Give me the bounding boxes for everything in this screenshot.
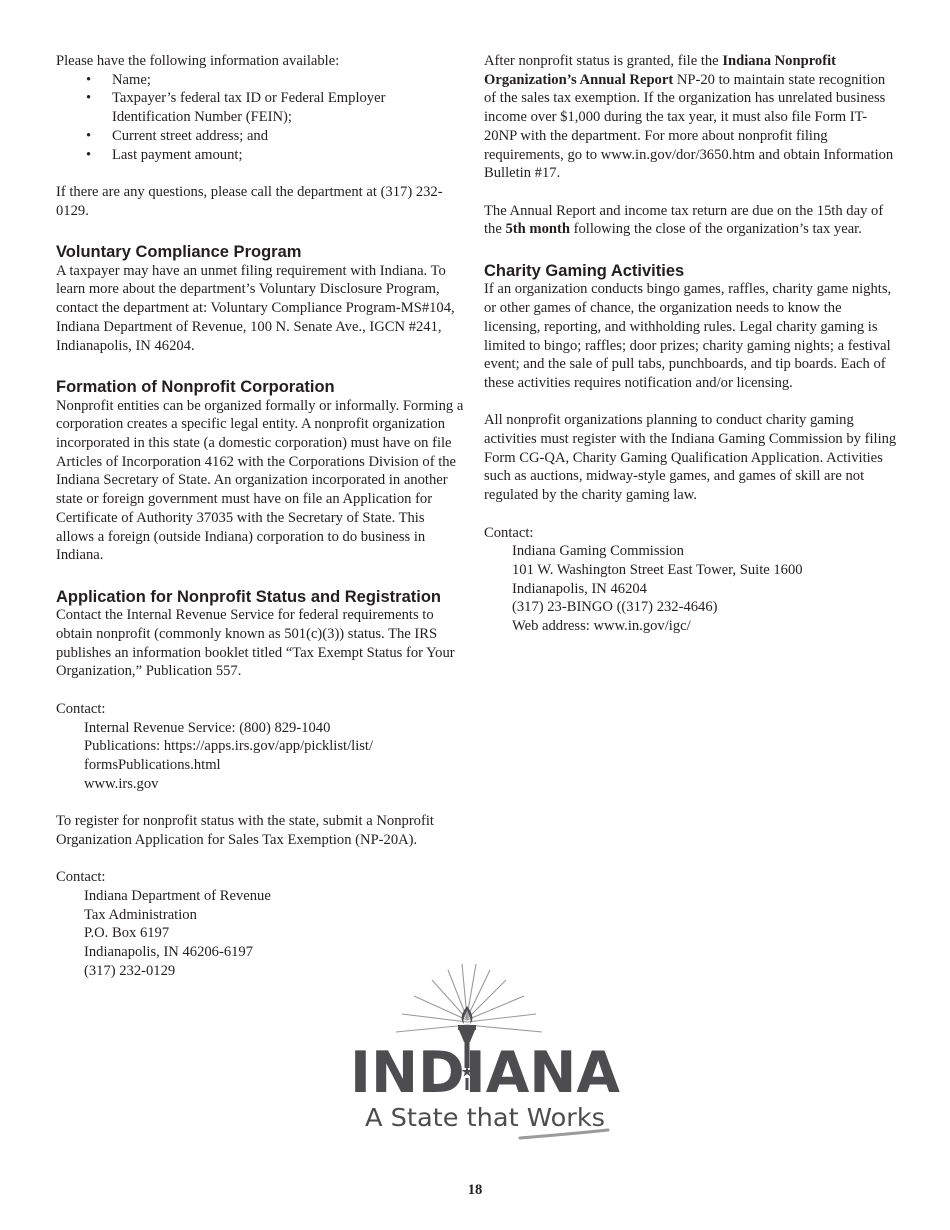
irs-contact-label: Contact: xyxy=(56,700,106,717)
contact-line: Tax Administration xyxy=(84,906,197,923)
gaming-paragraph-2: All nonprofit organizations planning to conduct charity gaming activities must register with the Indiana Gaming Commission by filing Form CG-QA, Charity Gaming Qualification Application. Activities such as auctions, midway-style games, and games of skill are not regulated by the charity gaming law. xyxy=(484,412,897,504)
list-item: • Current street address; and xyxy=(56,127,466,146)
contact-line: Publications: https://apps.irs.gov/app/picklist/list/ xyxy=(84,738,374,755)
logo-tagline: A State that Works xyxy=(365,1103,605,1132)
application-heading: Application for Nonprofit Status and Registration xyxy=(56,587,441,606)
due-month: 5th month xyxy=(505,221,570,238)
list-item: • Name; xyxy=(56,71,466,90)
register-paragraph: To register for nonprofit status with the state, submit a Nonprofit Organization Application for Sales Tax Exemption (NP-20A). xyxy=(56,813,434,848)
contact-line: Indiana Department of Revenue xyxy=(84,887,271,904)
list-item: • Taxpayer’s federal tax ID or Federal Employer Identification Number (FEIN); xyxy=(56,89,466,126)
questions-paragraph: If there are any questions, please call the department at (317) 232-0129. xyxy=(56,183,443,219)
contact-line: Indiana Gaming Commission xyxy=(512,543,684,560)
formation-paragraph: Nonprofit entities can be organized formally or informally. Forming a corporation creates a specific legal entity. A nonprofit organization incorporated in this state (a domestic corporation) must have on file Articles of Incorporation 4162 with the Corporations Division of the Indiana Secretary of State. An organization incorporated in another state or foreign government must have on file an Application for Certificate of Authority 37035 with the Secretary of State. This allows a foreign (outside Indiana) corporation to do business in Indiana. xyxy=(56,397,464,564)
contact-line: Indianapolis, IN 46204 xyxy=(512,580,647,597)
info-list xyxy=(56,71,466,165)
vcp-paragraph: A taxpayer may have an unmet filing requirement with Indiana. To learn more about the department’s Voluntary Disclosure Program, contact the department at: Voluntary Compliance Program-MS#104, Indiana Department of Revenue, 100 N. Senate Ave., IGCN #241, Indianapolis, IN 46204. xyxy=(56,262,455,354)
contact-line: Indianapolis, IN 46206-6197 xyxy=(84,943,254,960)
formation-heading: Formation of Nonprofit Corporation xyxy=(56,377,335,396)
irs-contact-block xyxy=(56,719,466,794)
dor-contact-label: Contact: xyxy=(56,869,106,886)
gaming-contact-block xyxy=(484,542,899,636)
contact-line: Internal Revenue Service: (800) 829-1040 xyxy=(84,719,331,736)
sunburst-icon xyxy=(396,964,542,1032)
list-item: • Last payment amount; xyxy=(56,146,466,165)
contact-line: www.irs.gov xyxy=(84,775,159,792)
contact-line: P.O. Box 6197 xyxy=(84,925,170,942)
gaming-paragraph-1: If an organization conducts bingo games, raffles, charity game nights, or other games of chance, the organization needs to know the licensing, reporting, and withholding rules. Legal charity gaming is limited to bingo; raffles; door prizes; charity gaming nights; a festival event; and the sale of pull tabs, punchboards, and tip boards. Each of these activities requires notification and/or licensing. xyxy=(484,281,892,391)
info-intro: Please have the following information available: xyxy=(56,53,340,69)
gaming-contact-label: Contact: xyxy=(484,524,534,541)
logo-wordmark: INDIANA xyxy=(350,1040,620,1106)
left-column xyxy=(56,52,466,980)
annual-report-paragraph: After nonprofit status is granted, file the Indiana Nonprofit Organization’s Annual Report NP-20 to maintain state recognition of the sales tax exemption. If the organization has unrelated business income over $1,000 during the tax year, it must also file Form IT-20NP with the department. For more about nonprofit filing requirements, go to www.in.gov/dor/3650.htm and obtain Information Bulletin #17. xyxy=(484,53,894,182)
contact-line: Web address: www.in.gov/igc/ xyxy=(512,618,691,635)
contact-line: (317) 232-0129 xyxy=(84,962,176,979)
contact-line: formsPublications.html xyxy=(84,756,221,773)
right-column xyxy=(484,52,899,636)
application-paragraph: Contact the Internal Revenue Service for federal requirements to obtain nonprofit (commonly known as 501(c)(3)) status. The IRS publishes an information booklet titled “Tax Exempt Status for Your Organization,” Publication 557. xyxy=(56,607,455,680)
indiana-logo xyxy=(340,962,630,1147)
gaming-heading: Charity Gaming Activities xyxy=(484,261,685,280)
contact-line: 101 W. Washington Street East Tower, Suite 1600 xyxy=(512,561,803,578)
due-date-paragraph: The Annual Report and income tax return are due on the 15th day of the 5th month following the close of the organization’s tax year. xyxy=(484,202,884,238)
annual-report-title: Indiana Nonprofit Organization’s Annual Report xyxy=(484,53,836,88)
contact-line: (317) 23-BINGO ((317) 232-4646) xyxy=(512,599,718,616)
vcp-heading: Voluntary Compliance Program xyxy=(56,243,302,261)
page-number: 18 xyxy=(467,1182,483,1198)
